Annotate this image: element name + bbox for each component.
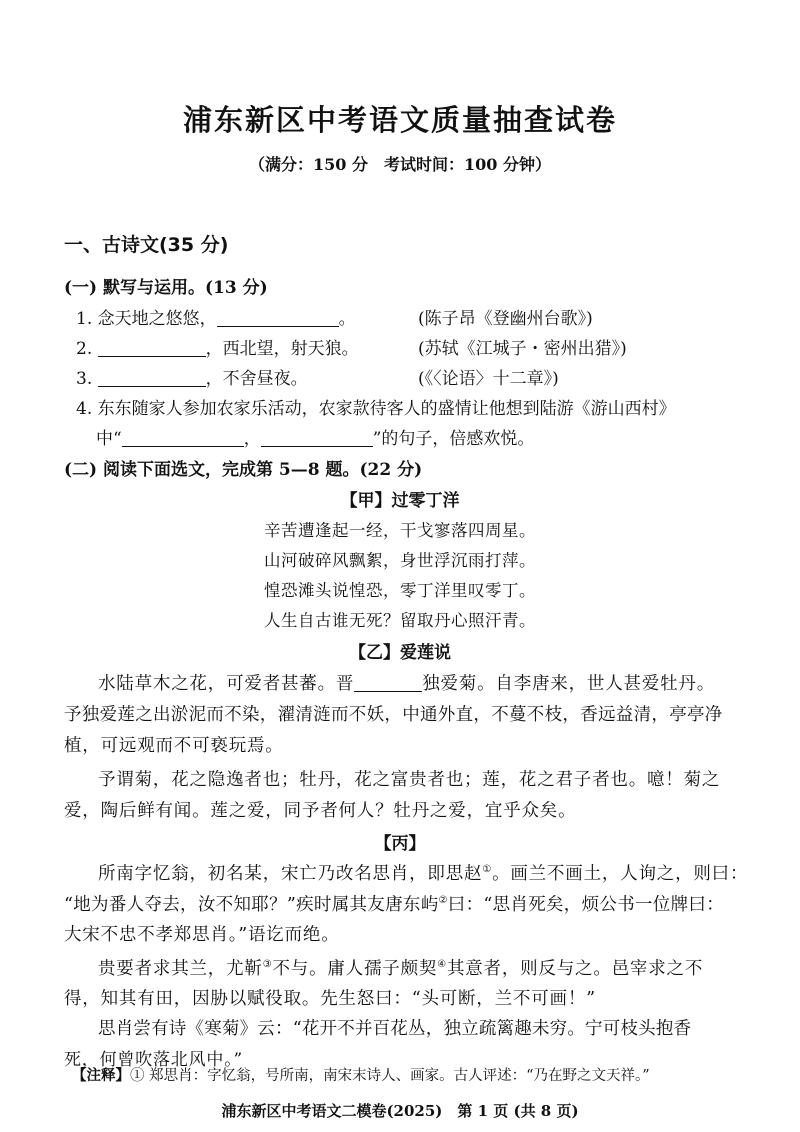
question-2-number: 2. — [76, 339, 98, 359]
question-3 — [76, 364, 308, 389]
bing-text: 所南字忆翁，初名某，宋亡乃改名思肖，即思赵 — [98, 864, 483, 884]
part1-heading: (一) 默写与运用。(13 分) — [64, 278, 268, 298]
passage-yi-title: 【乙】爱莲说 — [349, 643, 451, 663]
bing-text: 曰：“思肖死矣，烦公书一位牌曰： — [447, 895, 725, 915]
yi-paragraph1-line1 — [98, 670, 715, 695]
poem-line-3: 惶恐滩头说惶恐，零丁洋里叹零丁。 — [264, 581, 536, 600]
question-2-text: ，西北望，射天狼。 — [205, 339, 359, 359]
footnote-marker-4: ④ — [437, 959, 447, 971]
question-1-source: (陈子昂《登幽州台歌》) — [418, 309, 593, 329]
yi-text: 水陆草木之花，可爱者甚蕃。晋 — [98, 674, 355, 694]
answer-blank-3[interactable] — [98, 369, 206, 387]
footnote-marker-3: ③ — [262, 959, 273, 971]
question-4-line1: 4. 东东随家人参加农家乐活动，农家款待客人的盛情让他想到陆游《游山西村》 — [76, 399, 676, 419]
answer-blank-2[interactable] — [98, 339, 206, 357]
bing-paragraph1-line2 — [64, 891, 724, 916]
question-2 — [76, 334, 359, 359]
section-heading-classical: 一、古诗文(35 分) — [64, 234, 229, 256]
annotation-line — [72, 1064, 650, 1085]
question-1-text: 1. 念天地之悠悠， — [76, 309, 217, 329]
question-1-end: 。 — [338, 309, 356, 329]
footnote-marker-1: ① — [482, 864, 493, 876]
question-1 — [76, 304, 356, 329]
bing-paragraph1-line1 — [98, 860, 748, 885]
bing-paragraph3-line2: 死，何曾吹落北风中。” — [64, 1050, 243, 1070]
question-4-line2 — [96, 424, 534, 449]
page-footer: 浦东新区中考语文二模卷(2025) 第 1 页 (共 8 页) — [221, 1102, 579, 1120]
yi-paragraph2-line2: 爱，陶后鲜有闻。莲之爱，同予者何人？牡丹之爱，宜乎众矣。 — [64, 801, 577, 821]
bing-paragraph1-line3: 大宋不忠不孝郑思肖。”语讫而绝。 — [64, 925, 340, 945]
question-2-source: (苏轼《江城子・密州出猎》) — [418, 339, 627, 359]
bing-text: 其意者，则反与之。邑宰求之不 — [446, 959, 704, 979]
question-4-close: ”的句子，倍感欢悦。 — [372, 429, 535, 449]
bing-paragraph2-line1 — [98, 955, 703, 980]
poem-line-1: 辛苦遭逢起一经，干戈寥落四周星。 — [264, 521, 536, 540]
annotation-label: 【注释】 — [72, 1067, 130, 1084]
question-4-comma: ， — [243, 429, 261, 449]
bing-text: 贵要者求其兰，尤靳 — [98, 959, 263, 979]
bing-text: “地为番人夺去，汝不知耶？”疾时属其友唐东屿 — [64, 895, 439, 915]
answer-blank-5[interactable] — [354, 674, 422, 693]
question-4-open: 中“ — [96, 429, 122, 449]
poem-line-2: 山河破碎风飘絮，身世浮沉雨打萍。 — [264, 551, 536, 570]
exam-title: 浦东新区中考语文质量抽查试卷 — [182, 103, 617, 137]
annotation-text: ① 郑思肖：字忆翁，号所南，南宋末诗人、画家。古人评述：“乃在野之文天祥。” — [130, 1068, 650, 1084]
poem-line-4: 人生自古谁无死？留取丹心照汗青。 — [264, 611, 536, 630]
answer-blank-1[interactable] — [217, 309, 339, 327]
part2-heading: (二) 阅读下面选文，完成第 5—8 题。(22 分) — [64, 460, 423, 480]
yi-paragraph1-line3: 植，可远观而不可亵玩焉。 — [64, 736, 284, 756]
bing-paragraph2-line2: 得，知其有田，因胁以赋役取。先生怒曰：“头可断，兰不可画！” — [64, 989, 596, 1009]
question-3-number: 3. — [76, 369, 98, 389]
question-3-text: ，不舍昼夜。 — [205, 369, 308, 389]
yi-paragraph1-line2: 予独爱莲之出淤泥而不染，濯清涟而不妖，中通外直，不蔓不枝，香远益清，亭亭净 — [64, 705, 723, 725]
bing-text: 不与。庸人孺子颇契 — [272, 959, 438, 979]
answer-blank-4b[interactable] — [261, 429, 373, 447]
bing-text: 。画兰不画土，人询之，则曰： — [492, 864, 749, 884]
footnote-marker-2: ② — [438, 895, 448, 907]
yi-text: 独爱菊。自李唐来，世人甚爱牡丹。 — [422, 674, 716, 694]
exam-subtitle: （满分：150 分 考试时间：100 分钟） — [249, 155, 551, 174]
passage-bing-title: 【丙】 — [374, 834, 426, 854]
passage-jia-title: 【甲】过零丁洋 — [340, 491, 460, 511]
question-3-source: (《〈论语〉十二章》) — [418, 369, 559, 389]
yi-paragraph2-line1: 予谓菊，花之隐逸者也；牡丹，花之富贵者也；莲，花之君子者也。噫！菊之 — [98, 770, 721, 790]
bing-paragraph3-line1: 思肖尝有诗《寒菊》云：“花开不并百花丛，独立疏篱趣未穷。宁可枝头抱香 — [98, 1019, 692, 1039]
answer-blank-4a[interactable] — [122, 429, 244, 447]
